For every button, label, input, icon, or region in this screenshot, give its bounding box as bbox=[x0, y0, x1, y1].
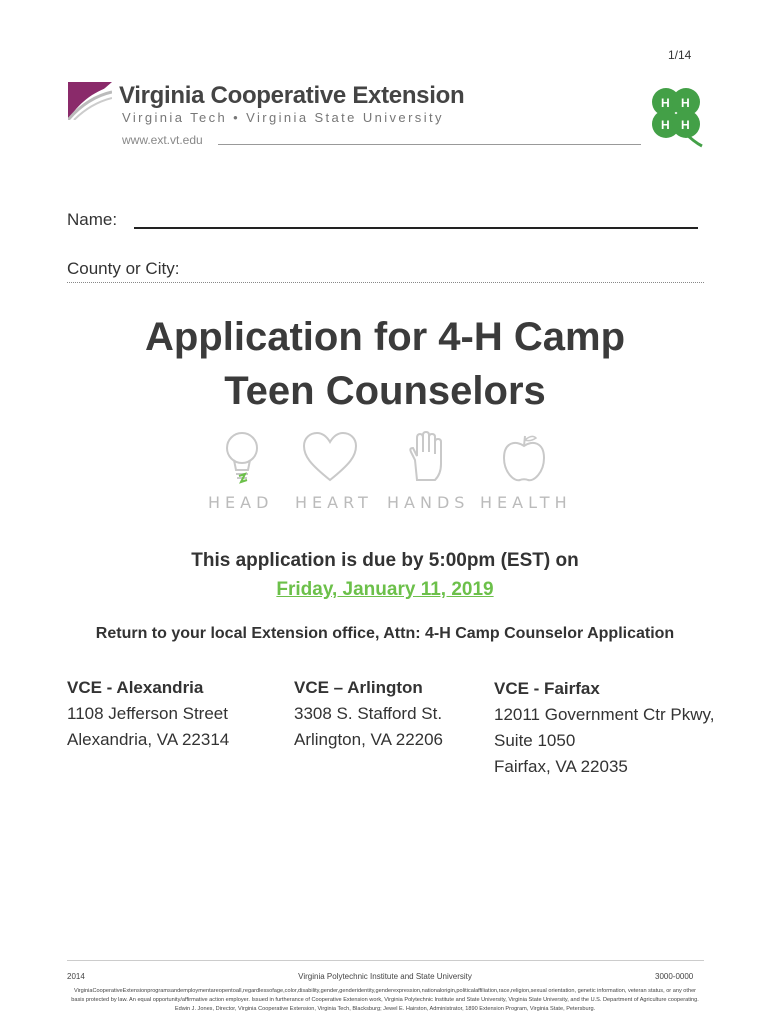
vce-logo bbox=[68, 82, 643, 150]
page-title bbox=[0, 310, 770, 418]
footer-rule bbox=[67, 960, 704, 961]
title-line-1: Application for 4-H Camp bbox=[144, 315, 626, 359]
footer-disclaimer: VirginiaCooperativeExtensionprogramsandemploymentareopentoall,regardlessofage,color,disability,gender,genderidentity,genderexpression,nationalorigin,politicalaffiliation,race,religion,sexual orientation, genetic information, veteran status, or any other basis protected by law. An equal opportunity/affirmative action employer. Issued in furtherance of Cooperative Extension work, Virginia Polytechnic Institute and State University, Virginia State University, and the U.S. Department of Agriculture cooperating. Edwin J. Jones, Director, Virginia Cooperative Extension, Virginia Tech, Blacksburg; Jewel E. Hairston, Administrator, 1890 Extension Program, Virginia State, Petersburg. bbox=[71, 988, 699, 1012]
office-address-line: 12011 Government Ctr Pkwy, bbox=[494, 705, 715, 724]
office-address-line: Arlington, VA 22206 bbox=[294, 730, 444, 749]
footer-code: 3000-0000 bbox=[655, 972, 694, 981]
county-field[interactable] bbox=[67, 282, 704, 283]
university-names: Virginia Tech • Virginia State University bbox=[122, 110, 444, 125]
svg-text:H: H bbox=[681, 118, 690, 132]
pledge-label-hands: HANDS bbox=[387, 493, 470, 512]
apple-icon bbox=[494, 430, 554, 486]
due-date: Friday, January 11, 2019 bbox=[276, 579, 494, 600]
svg-text:H: H bbox=[681, 96, 690, 110]
office-name: VCE – Arlington bbox=[294, 678, 423, 697]
office-address-line: Alexandria, VA 22314 bbox=[67, 730, 230, 749]
heart-icon bbox=[300, 430, 360, 486]
pledge-label-head: HEAD bbox=[208, 493, 274, 512]
header-rule bbox=[218, 144, 641, 145]
name-label: Name: bbox=[67, 210, 118, 229]
office-fairfax bbox=[494, 676, 714, 780]
office-address-line: 3308 S. Stafford St. bbox=[294, 704, 443, 723]
office-arlington bbox=[294, 675, 443, 753]
org-url: www.ext.vt.edu bbox=[122, 133, 203, 147]
4h-clover-icon bbox=[640, 80, 712, 150]
return-instructions: Return to your local Extension office, Attn: 4-H Camp Counselor Application bbox=[95, 625, 675, 642]
footer-institution: Virginia Polytechnic Institute and State University bbox=[298, 972, 472, 981]
svg-text:H: H bbox=[661, 96, 670, 110]
hand-icon bbox=[395, 430, 455, 486]
office-name: VCE - Fairfax bbox=[494, 679, 600, 698]
office-alexandria bbox=[67, 675, 229, 753]
due-statement: This application is due by 5:00pm (EST) on bbox=[191, 550, 579, 571]
footer-year: 2014 bbox=[67, 972, 85, 981]
pledge-label-health: HEALTH bbox=[480, 493, 572, 512]
office-address-line: Fairfax, VA 22035 bbox=[494, 757, 628, 776]
title-line-2: Teen Counselors bbox=[224, 369, 546, 413]
vce-swoosh-icon bbox=[68, 82, 112, 120]
pledge-label-heart: HEART bbox=[295, 493, 373, 512]
org-name: Virginia Cooperative Extension bbox=[119, 82, 465, 109]
svg-text:H: H bbox=[661, 118, 670, 132]
office-address-line: 1108 Jefferson Street bbox=[67, 704, 228, 723]
page-number: 1/14 bbox=[668, 48, 692, 62]
office-address-line: Suite 1050 bbox=[494, 731, 576, 750]
lightbulb-icon bbox=[212, 430, 272, 486]
county-label: County or City: bbox=[67, 259, 180, 278]
office-name: VCE - Alexandria bbox=[67, 678, 204, 697]
name-field[interactable] bbox=[134, 227, 698, 229]
